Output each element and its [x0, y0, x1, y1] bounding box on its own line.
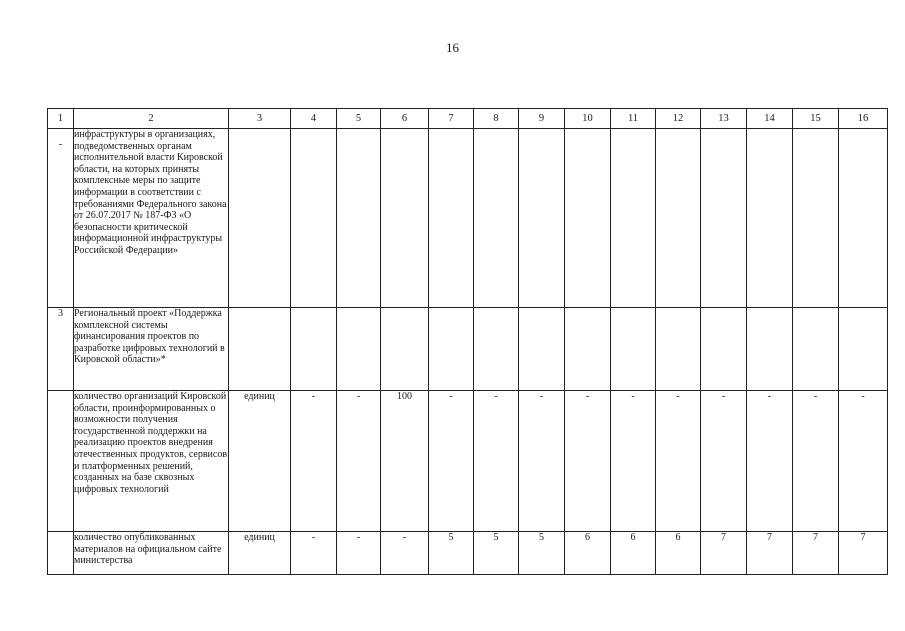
- table-header-row: [48, 109, 888, 129]
- value-cell: [793, 129, 839, 308]
- value-cell: [429, 129, 474, 308]
- value-cell: -: [519, 391, 565, 532]
- row-number-cell: 3: [48, 308, 74, 391]
- value-cell: -: [656, 391, 701, 532]
- value-cell: [747, 129, 793, 308]
- value-cell: [474, 129, 519, 308]
- value-cell: [519, 129, 565, 308]
- value-cell: [565, 129, 611, 308]
- value-cell: 100: [381, 391, 429, 532]
- column-header: 9: [519, 109, 565, 129]
- table-row: [48, 391, 888, 532]
- column-header: 3: [229, 109, 291, 129]
- value-cell: [381, 129, 429, 308]
- value-cell: 7: [701, 532, 747, 575]
- unit-cell: [229, 308, 291, 391]
- column-header: 7: [429, 109, 474, 129]
- column-header: 6: [381, 109, 429, 129]
- value-cell: -: [337, 391, 381, 532]
- value-cell: [337, 129, 381, 308]
- value-cell: 7: [747, 532, 793, 575]
- unit-cell: [229, 129, 291, 308]
- value-cell: -: [474, 391, 519, 532]
- value-cell: [429, 308, 474, 391]
- column-header: 16: [839, 109, 888, 129]
- value-cell: [701, 308, 747, 391]
- value-cell: 6: [565, 532, 611, 575]
- value-cell: [291, 129, 337, 308]
- column-header: 4: [291, 109, 337, 129]
- row-number-cell: [48, 532, 74, 575]
- value-cell: [701, 129, 747, 308]
- column-header: 5: [337, 109, 381, 129]
- value-cell: -: [701, 391, 747, 532]
- indicator-description-cell: Региональный проект «Поддержка комплексной системы финансирования проектов по разработке цифровых технологий в Кировской области»*: [74, 308, 229, 391]
- table-row: [48, 308, 888, 391]
- unit-cell: единиц: [229, 532, 291, 575]
- column-header: 14: [747, 109, 793, 129]
- indicator-description-cell: количество опубликованных материалов на официальном сайте министерства: [74, 532, 229, 575]
- value-cell: [519, 308, 565, 391]
- column-header: 1: [48, 109, 74, 129]
- column-header: 15: [793, 109, 839, 129]
- value-cell: -: [839, 391, 888, 532]
- value-cell: -: [565, 391, 611, 532]
- table-row: [48, 532, 888, 575]
- value-cell: [291, 308, 337, 391]
- value-cell: -: [793, 391, 839, 532]
- table-row: [48, 129, 888, 308]
- column-header: 12: [656, 109, 701, 129]
- value-cell: [611, 129, 656, 308]
- value-cell: 7: [793, 532, 839, 575]
- value-cell: -: [291, 391, 337, 532]
- value-cell: [839, 129, 888, 308]
- value-cell: [337, 308, 381, 391]
- value-cell: [474, 308, 519, 391]
- value-cell: [656, 129, 701, 308]
- value-cell: 7: [839, 532, 888, 575]
- value-cell: [565, 308, 611, 391]
- indicator-description-cell: инфраструктуры в организациях, подведомственных органам исполнительной власти Кировской области, на которых приняты комплексные меры по защите информации в соответствии с требованиями Федерального закона от 26.07.2017 № 187-ФЗ «О безопасности критической информационной инфраструктуры Российской Федерации»: [74, 129, 229, 308]
- value-cell: -: [429, 391, 474, 532]
- value-cell: 6: [656, 532, 701, 575]
- table-body: [48, 129, 888, 575]
- value-cell: -: [337, 532, 381, 575]
- value-cell: [381, 308, 429, 391]
- value-cell: [793, 308, 839, 391]
- value-cell: -: [291, 532, 337, 575]
- value-cell: 5: [474, 532, 519, 575]
- unit-cell: единиц: [229, 391, 291, 532]
- column-header: 10: [565, 109, 611, 129]
- value-cell: [839, 308, 888, 391]
- value-cell: [656, 308, 701, 391]
- value-cell: 6: [611, 532, 656, 575]
- column-header: 11: [611, 109, 656, 129]
- value-cell: -: [381, 532, 429, 575]
- column-header: 2: [74, 109, 229, 129]
- value-cell: -: [611, 391, 656, 532]
- column-header: 8: [474, 109, 519, 129]
- value-cell: [747, 308, 793, 391]
- value-cell: 5: [519, 532, 565, 575]
- indicators-table: [47, 108, 888, 575]
- column-header: 13: [701, 109, 747, 129]
- value-cell: 5: [429, 532, 474, 575]
- row-number-cell: [48, 391, 74, 532]
- page-number: 16: [446, 40, 459, 55]
- value-cell: [611, 308, 656, 391]
- value-cell: -: [747, 391, 793, 532]
- indicator-description-cell: количество организаций Кировской области, проинформированных о возможности получения государственной поддержки на реализацию проектов внедрения отечественных продуктов, сервисов и платформенных решений, созданных на базе сквозных цифровых технологий: [74, 391, 229, 532]
- row-number-cell: -: [48, 129, 74, 308]
